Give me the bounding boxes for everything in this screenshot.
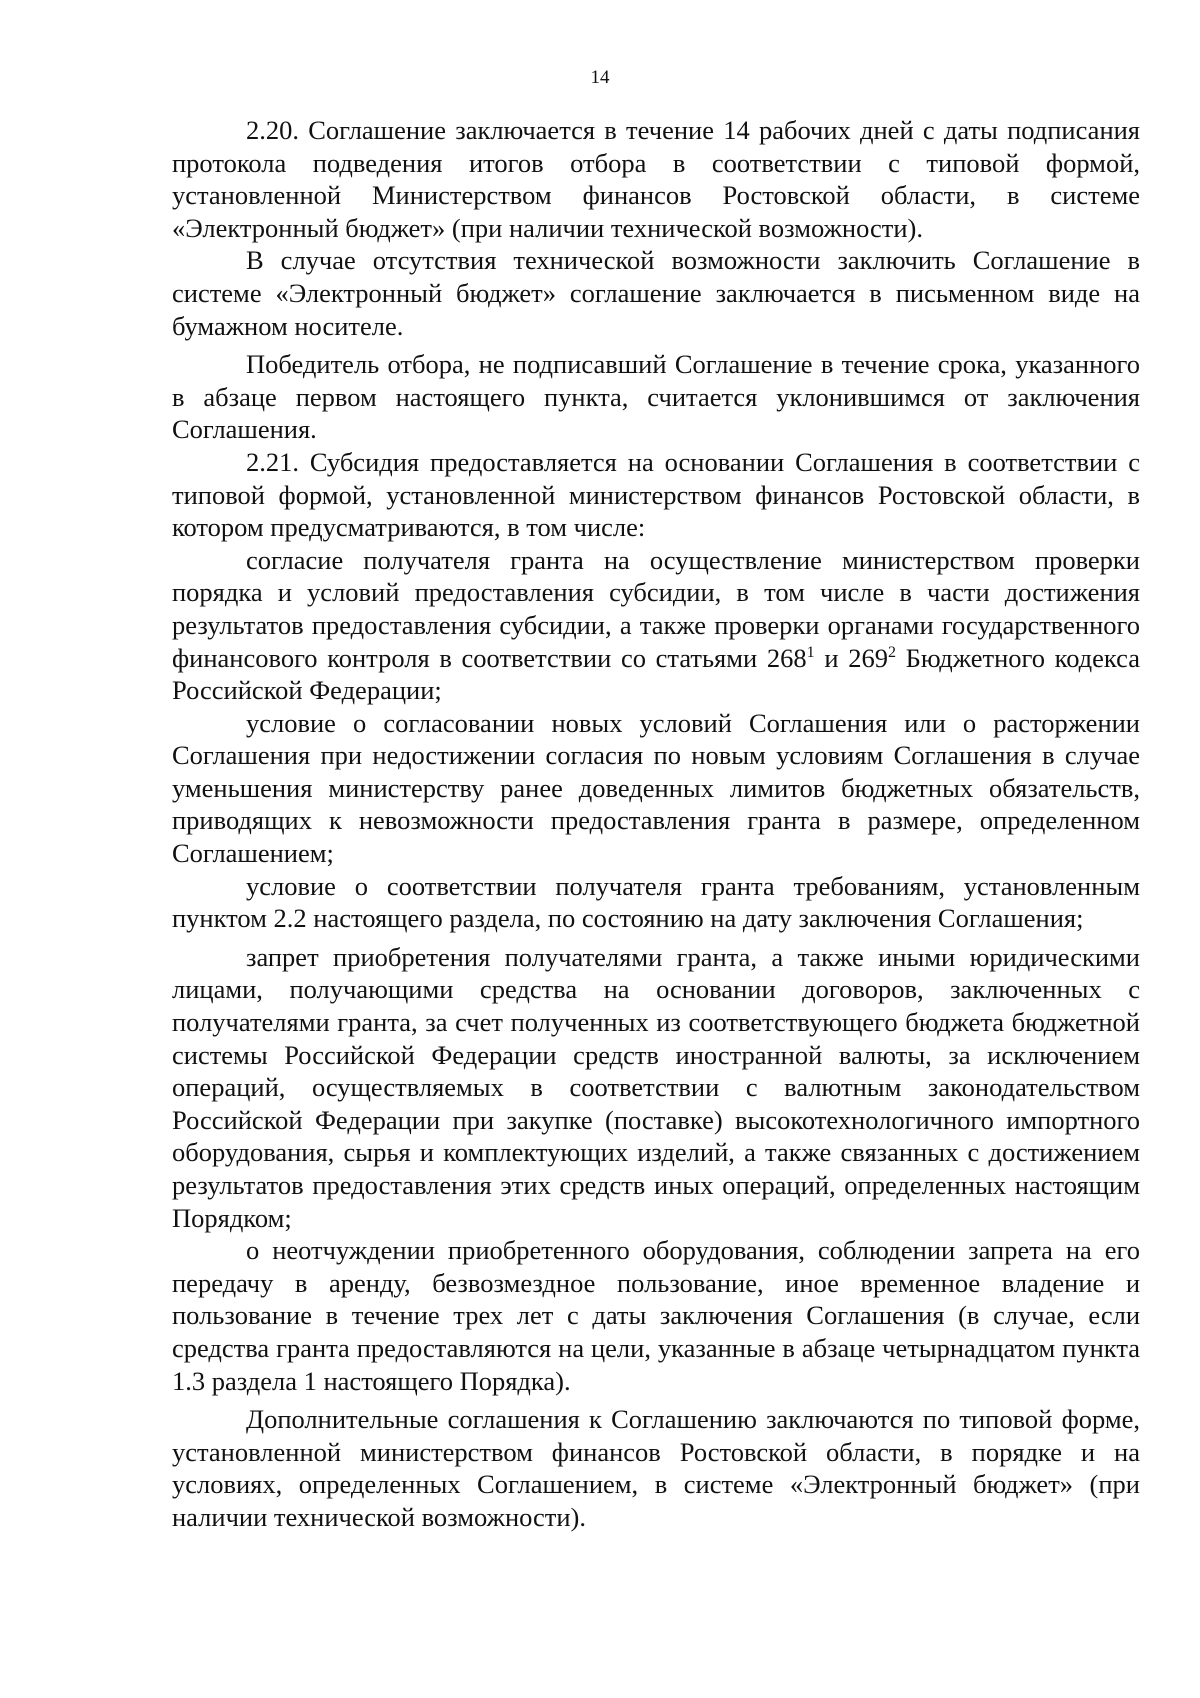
paragraph-consent-inspection — [172, 544, 1140, 707]
consent-text-end: Бюджетного кодекса Российской Федерации; — [172, 642, 1140, 706]
page-number: 14 — [590, 67, 610, 88]
paragraph-equipment-non-alienation: о неотчуждении приобретенного оборудования, соблюдении запрета на его передачу в аренду, безвозмездное пользование, иное временное владение и пользование в течение трех лет с даты заключения Соглашения (в случае, если средства гранта предоставляются на цели, указанные в абзаце четырнадцатом пункта 1.3 раздела 1 настоящего Порядка). — [172, 1235, 1140, 1396]
paragraph-currency-prohibition: запрет приобретения получателями гранта, а также иными юридическими лицами, получающими средства на основании договоров, заключенных с получателями гранта, за счет полученных из соответствующего бюджета бюджетной системы Российской Федерации средств иностранной валюты, за исключением операций, осуществляемых в соответствии с валютным законодательством Российской Федерации при закупке (поставке) высокотехнологичного импортного оборудования, сырья и комплектующих изделий, а также связанных с достижением результатов предоставления этих средств иных операций, определенных настоящим Порядком; — [172, 941, 1140, 1233]
paragraph-no-technical-possibility: В случае отсутствия технической возможности заключить Соглашение в системе «Электронный бюджет» соглашение заключается в письменном виде на бумажном носителе. — [172, 245, 1140, 341]
paragraph-winner-refusal: Победитель отбора, не подписавший Соглашение в течение срока, указанного в абзаце первом настоящего пункта, считается уклонившимся от заключения Соглашения. — [172, 349, 1140, 445]
footnote-marker-1: 1 — [806, 643, 815, 661]
consent-text-middle: и 269 — [814, 642, 888, 673]
paragraph-additional-agreements: Дополнительные соглашения к Соглашению заключаются по типовой форме, установленной министерством финансов Ростовской области, в порядке и на условиях, определенных Соглашением, в системе «Электронный бюджет» (при наличии технической возможности). — [172, 1404, 1140, 1532]
paragraph-2-20: 2.20. Соглашение заключается в течение 14 рабочих дней с даты подписания протокола подведения итогов отбора в соответствии с типовой формой, установленной Министерством финансов Ростовской области, в системе «Электронный бюджет» (при наличии технической возможности). — [172, 115, 1140, 243]
footnote-marker-2: 2 — [887, 643, 896, 661]
paragraph-new-conditions: условие о согласовании новых условий Соглашения или о расторжении Соглашения при недостижении согласия по новым условиям Соглашения в случае уменьшения министерству ранее доведенных лимитов бюджетных обязательств, приводящих к невозможности предоставления гранта в размере, определенном Соглашением; — [172, 707, 1140, 869]
document-body — [172, 114, 1140, 1534]
paragraph-2-21: 2.21. Субсидия предоставляется на основании Соглашения в соответствии с типовой формой, установленной министерством финансов Ростовской области, в котором предусматриваются, в том числе: — [172, 446, 1140, 543]
paragraph-compliance-requirements: условие о соответствии получателя гранта требованиям, установленным пунктом 2.2 настоящего раздела, по состоянию на дату заключения Соглашения; — [172, 870, 1140, 934]
consent-text-start: согласие получателя гранта на осуществление министерством проверки порядка и условий предоставления субсидии, в том числе в части достижения результатов предоставления субсидии, а также проверки органами государственного финансового контроля в соответствии со статьями 268 — [172, 544, 1140, 673]
